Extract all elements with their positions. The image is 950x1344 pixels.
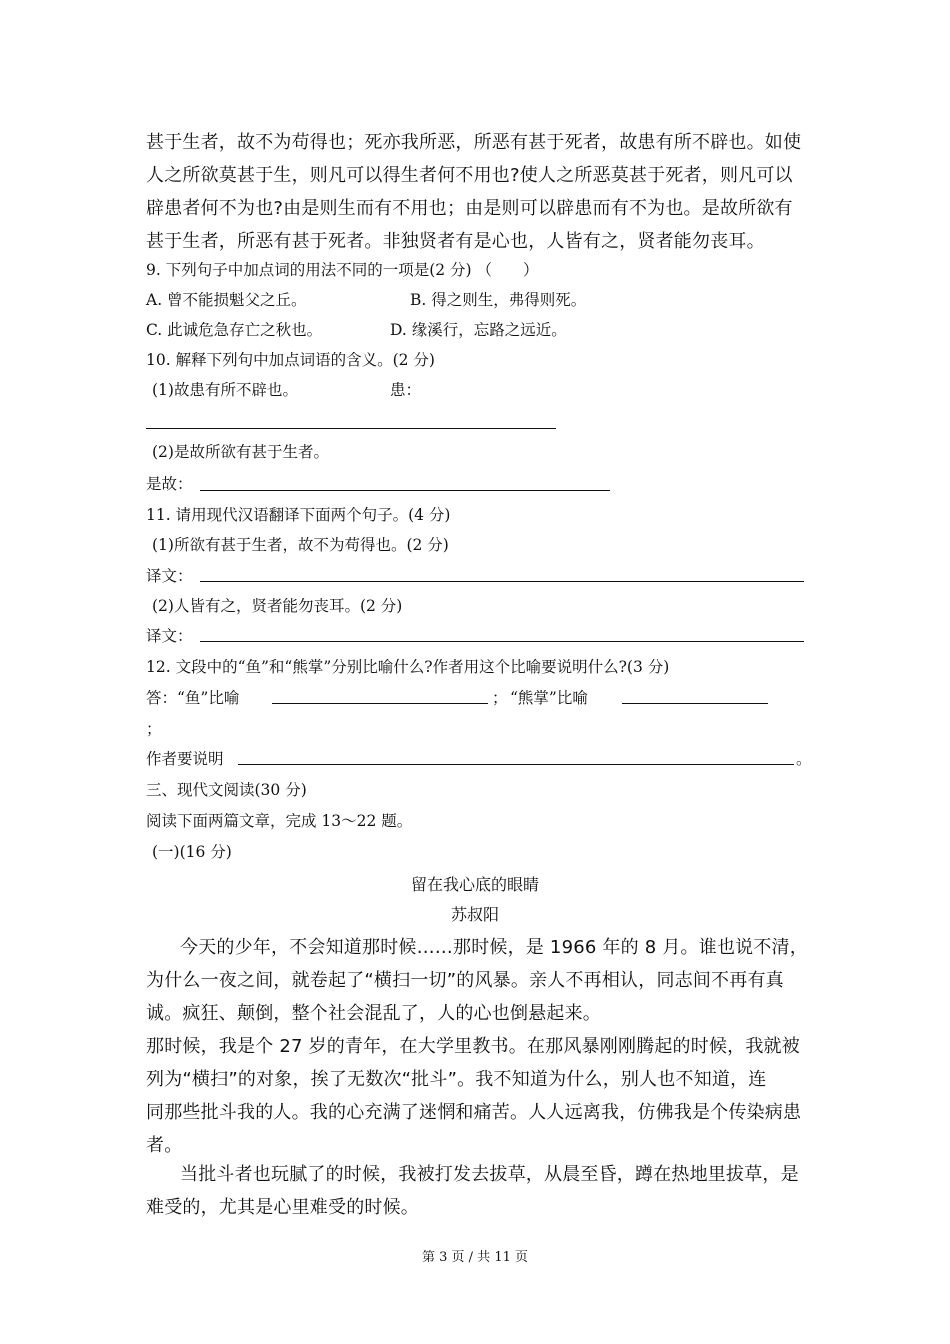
page-footer: 第 3 页 / 共 11 页 [422,1250,528,1265]
article-line: 诚。疯狂、颠倒，整个社会混乱了，人的心也倒悬起来。 [146,1003,601,1024]
article-title: 留在我心底的眼睛 [410,875,539,894]
answer-line[interactable] [272,703,488,704]
question-10-stem: 10. 解释下列句中加点词语的含义。(2 分) [146,351,435,369]
question-11-item-1: (1)所欲有甚于生者，故不为苟得也。(2 分) [152,536,449,554]
answer-line[interactable] [200,581,804,582]
passage-line: 人之所欲莫甚于生，则凡可以得生者何不用也?使人之所恶莫甚于死者，则凡可以 [146,165,793,186]
answer-line[interactable] [200,641,804,642]
question-10-item-2-label: 是故： [146,475,193,493]
question-11-stem: 11. 请用现代汉语翻译下面两个句子。(4 分) [146,506,451,524]
question-11-answer-label-1: 译文： [146,567,193,585]
passage-line: 甚于生者，故不为苟得也；死亦我所恶，所恶有甚于死者，故患有所不辟也。如使 [146,132,802,153]
answer-line[interactable] [146,428,556,429]
question-9-option-a: A. 曾不能损魁父之丘。 [146,291,307,309]
question-9-option-d: D. 缘溪行，忘路之远近。 [390,321,567,339]
answer-line[interactable] [200,490,610,491]
article-line: 那时候，我是个 27 岁的青年，在大学里教书。在那风暴刚刚腾起的时候，我就被 [146,1036,800,1057]
question-12-period: 。 [796,750,812,768]
question-10-item-1: (1)故患有所不辟也。 [152,381,298,399]
passage-line: 甚于生者，所恶有甚于死者。非独贤者有是心也，人皆有之，贤者能勿丧耳。 [146,231,765,252]
answer-line[interactable] [238,764,794,765]
question-11-answer-label-2: 译文： [146,627,193,645]
question-9-option-b: B. 得之则生，弗得则死。 [410,291,587,309]
article-line: 同那些批斗我的人。我的心充满了迷惘和痛苦。人人远离我，仿佛我是个传染病患 [146,1102,802,1123]
question-10-item-2: (2)是故所欲有甚于生者。 [152,443,329,461]
question-12-end-mark: ； [146,720,162,738]
section-instruction: 阅读下面两篇文章，完成 13～22 题。 [146,812,413,830]
article-line: 今天的少年，不会知道那时候……那时候，是 1966 年的 8 月。谁也说不清， [180,937,808,958]
question-12-stem: 12. 文段中的“鱼”和“熊掌”分别比喻什么?作者用这个比喻要说明什么?(3 分) [146,658,670,676]
answer-line[interactable] [622,703,768,704]
article-line: 列为“横扫”的对象，挨了无数次“批斗”。我不知道为什么，别人也不知道，连 [146,1069,767,1090]
article-line: 者。 [146,1135,183,1156]
question-11-item-2: (2)人皆有之，贤者能勿丧耳。(2 分) [152,597,403,615]
article-line: 当批斗者也玩腻了的时候，我被打发去拔草，从晨至昏，蹲在热地里拔草，是 [180,1164,799,1185]
question-9-stem: 9. 下列句子中加点词的用法不同的一项是(2 分) （ ） [146,261,539,279]
article-author: 苏叔阳 [450,905,499,924]
section-part-label: (一)(16 分) [152,843,232,861]
article-line: 难受的，尤其是心里难受的时候。 [146,1197,419,1218]
question-12-explain-label: 作者要说明 [146,750,224,768]
passage-line: 辟患者何不为也?由是则生而有不用也；由是则可以辟患而有不为也。是故所欲有 [146,198,793,219]
question-9-option-c: C. 此诚危急存亡之秋也。 [146,321,323,339]
section-heading: 三、现代文阅读(30 分) [146,781,307,799]
question-12-fish-label: 答：“鱼”比喻 [146,689,240,707]
question-12-bear-label: “熊掌”比喻 [510,689,588,707]
question-12-separator: ； [492,689,508,707]
article-line: 为什么一夜之间，就卷起了“横扫一切”的风暴。亲人不再相认，同志间不再有真 [146,970,784,991]
question-10-item-1-label: 患： [390,381,422,399]
